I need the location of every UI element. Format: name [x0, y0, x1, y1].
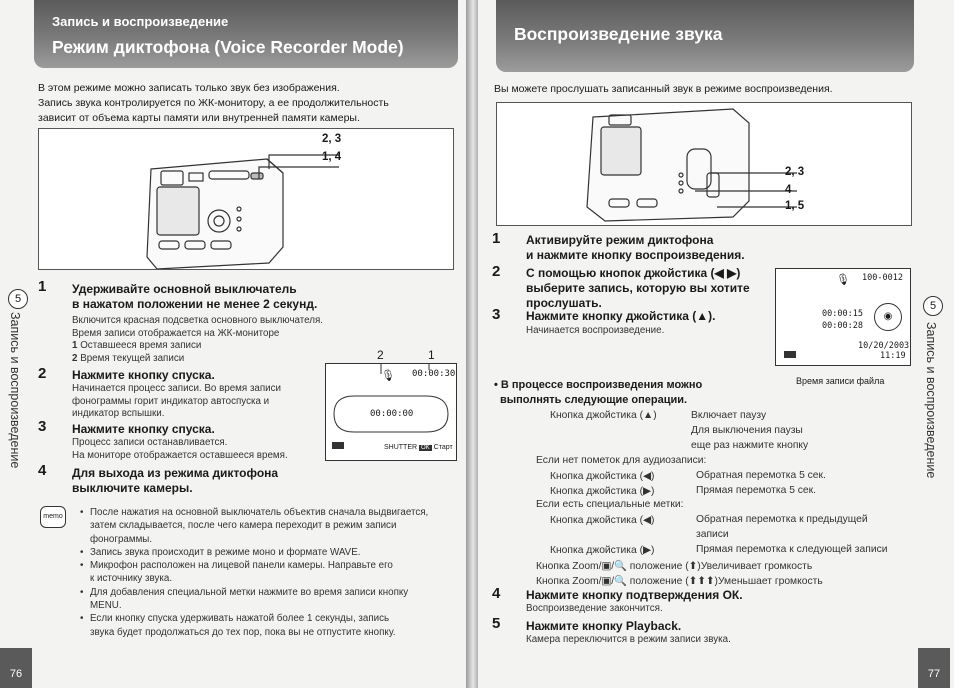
memo-text: Запись звука происходит в режиме моно и формате WAVE. — [90, 546, 361, 558]
side-tab-text: Запись и воспроизведение — [924, 322, 938, 479]
bullet-icon: • — [80, 613, 84, 625]
step-heading — [72, 282, 452, 312]
step-number: 2 — [492, 263, 501, 280]
page-title: Воспроизведение звука — [514, 24, 723, 44]
memo-notes — [80, 506, 460, 639]
step-body-line: Включится красная подсветка основного выключателя. — [72, 315, 324, 326]
step-body-line: Время записи отображается на ЖК-мониторе — [72, 327, 280, 339]
lcd-elapsed-time: 00:00:15 — [822, 309, 863, 319]
operation-control: Кнопка джойстика (▲) — [550, 410, 657, 421]
step-heading — [72, 466, 278, 496]
step-body-line: индикатор вспышки. — [72, 408, 165, 419]
operations-heading-line: выполнять следующие операции. — [500, 394, 688, 406]
lcd-remaining-time: 00:00:30 — [412, 369, 456, 379]
lcd-screen-playback — [775, 268, 911, 366]
operation-control: Кнопка Zoom/▣/🔍 положение (⬆⬆⬆)Уменьшает громкость — [536, 575, 823, 587]
page-number: 76 — [0, 648, 32, 688]
memo-line: затем складывается, после чего камера переходит в режим записи — [90, 520, 397, 532]
step-heading-line: С помощью кнопок джойстика (◀ ▶) — [526, 266, 741, 280]
step-number: 4 — [492, 585, 501, 602]
step-heading-line: Для выхода из режима диктофона — [72, 466, 279, 480]
camera-illustration — [497, 103, 911, 225]
step-number: 1 — [38, 278, 47, 295]
operations-heading — [494, 378, 702, 408]
step-number: 5 — [492, 615, 501, 632]
operation-control: Если нет пометок для аудиозаписи: — [536, 454, 707, 466]
step-heading — [72, 368, 215, 383]
operation-control: Кнопка джойстика (▶) — [550, 545, 655, 557]
section-subtitle: Запись и воспроизведение — [52, 14, 229, 29]
callout-1-5: 1, 5 — [785, 200, 805, 212]
step-heading-line: Удерживайте основной выключатель — [72, 282, 297, 296]
side-tab-text: Запись и воспроизведение — [8, 312, 22, 469]
step-heading — [526, 266, 776, 311]
legend-number: 2 — [72, 352, 78, 364]
step-body-line: фонограммы горит индикатор автоспуска и — [72, 395, 270, 407]
step-heading — [526, 619, 681, 634]
memo-text: После нажатия на основной выключатель объектив сначала выдвигается, — [90, 507, 429, 518]
operation-effect: Включает паузу — [691, 410, 767, 421]
step-body-line: На мониторе отображается оставшееся время. — [72, 449, 288, 461]
right-page — [478, 0, 954, 688]
callout-2-3: 2, 3 — [785, 166, 805, 178]
memo-text: Если кнопку спуска удерживать нажатой более 1 секунды, запись — [90, 613, 390, 625]
lcd-file-number: 100-0012 — [862, 273, 903, 283]
lcd-current-time: 00:00:00 — [370, 409, 414, 419]
intro-line: Запись звука контролируется по ЖК-монитору, а ее продолжительность — [38, 97, 389, 109]
operation-effect: Для выключения паузы — [691, 424, 803, 436]
operation-effect: записи — [696, 529, 729, 541]
lcd-total-time: 00:00:28 — [822, 321, 863, 331]
step-heading — [526, 309, 716, 324]
step-heading — [526, 233, 745, 263]
microphone-icon: 🎙 — [381, 370, 395, 382]
step-body — [72, 437, 322, 462]
step-body-line: Процесс записи останавливается. — [72, 437, 228, 448]
memo-line — [80, 612, 460, 625]
memo-line: фонограммы. — [90, 533, 153, 545]
step-heading-line: Нажмите кнопку спуска. — [72, 422, 215, 436]
step-heading-line: Нажмите кнопку подтверждения ОК. — [526, 588, 743, 602]
intro-line: зависит от объема карты памяти или внутренней памяти камеры. — [38, 112, 360, 124]
step-body — [72, 383, 322, 421]
right-intro: Вы можете прослушать записанный звук в режиме воспроизведения. — [494, 83, 833, 95]
chapter-number-badge: 5 — [923, 296, 943, 316]
step-body-line: Воспроизведение закончится. — [526, 603, 663, 614]
operation-effect: Прямая перемотка к следующей записи — [696, 544, 888, 556]
memo-line — [80, 586, 460, 599]
lcd-label-1: 1 — [428, 348, 435, 362]
memo-line: к источнику звука. — [90, 573, 173, 585]
memo-line — [80, 559, 460, 572]
step-body-line: Начинается процесс записи. Во время записи — [72, 383, 282, 394]
left-page — [0, 0, 468, 688]
lcd-screen-record — [325, 363, 457, 461]
intro-line: В этом режиме можно записать только звук без изображения. — [38, 82, 340, 94]
operation-control: Кнопка джойстика (◀) — [550, 515, 655, 527]
operation-effect: Обратная перемотка 5 сек. — [696, 469, 826, 481]
step-number: 3 — [38, 418, 47, 435]
step-body — [526, 634, 731, 647]
memo-icon-label: memo — [43, 513, 63, 520]
operation-control: Если есть специальные метки: — [536, 499, 684, 511]
step-heading-line: Активируйте режим диктофона — [526, 233, 714, 247]
step-heading-line: в нажатом положении не менее 2 секунд. — [72, 297, 318, 311]
legend-number: 1 — [72, 340, 78, 351]
memo-line — [80, 506, 460, 519]
step-body-line: Начинается воспроизведение. — [526, 325, 665, 336]
camera-figure — [38, 128, 454, 270]
ok-icon: OK — [421, 445, 430, 451]
memo-text: Для добавления специальной метки нажмите во время записи кнопку — [90, 586, 409, 598]
shutter-label: SHUTTER — [384, 444, 418, 451]
step-heading-line: и нажмите кнопку воспроизведения. — [526, 248, 745, 262]
chapter-number-badge: 5 — [8, 289, 28, 309]
bullet-icon: • — [80, 560, 84, 572]
legend-text: Оставшееся время записи — [80, 340, 202, 351]
lcd-label-2: 2 — [377, 348, 384, 362]
callout-4: 4 — [785, 184, 792, 196]
operation-control: Кнопка джойстика (◀) — [550, 470, 655, 482]
step-number: 4 — [38, 462, 47, 479]
left-intro — [38, 81, 458, 126]
lcd-shutter-hint — [384, 444, 453, 451]
microphone-icon: 🎙 — [836, 274, 850, 286]
operation-control: Кнопка джойстика (▶) — [550, 485, 655, 497]
page-title: Режим диктофона (Voice Recorder Mode) — [52, 37, 404, 57]
step-body-line: Камера переключится в режим записи звука. — [526, 634, 731, 645]
lcd-time: 11:19 — [880, 351, 906, 361]
step-heading-line: выберите запись, которую вы хотите — [526, 281, 750, 295]
memo-line: звука будет продолжаться до тех пор, пока вы не отпустите кнопку. — [90, 626, 396, 638]
start-label: Старт — [433, 444, 453, 451]
legend-text: Время текущей записи — [80, 352, 185, 364]
operation-effect: Прямая перемотка 5 сек. — [696, 484, 817, 496]
step-heading-line: Нажмите кнопку Playback. — [526, 619, 682, 633]
step-body — [72, 315, 372, 365]
memo-line: MENU. — [90, 600, 122, 612]
memo-text: Микрофон расположен на лицевой панели камеры. Направьте его — [90, 560, 393, 572]
bullet-icon: • — [80, 507, 84, 518]
step-heading-line: выключите камеры. — [72, 481, 193, 495]
operation-effect: еще раз нажмите кнопку — [691, 439, 809, 451]
memo-icon — [40, 506, 66, 528]
operations-heading-line: • В процессе воспроизведения можно — [494, 379, 703, 391]
step-number: 2 — [38, 365, 47, 382]
step-heading-line: Нажмите кнопку спуска. — [72, 368, 215, 382]
joystick-icon: ◉ — [874, 303, 902, 331]
memo-line — [80, 546, 460, 559]
step-number: 3 — [492, 306, 501, 323]
lcd-date: 10/20/2003 — [858, 341, 910, 351]
step-heading — [72, 422, 215, 437]
page-number: 77 — [918, 648, 950, 688]
step-body — [526, 603, 663, 616]
bullet-icon: • — [80, 586, 84, 598]
left-title-banner — [34, 0, 458, 68]
right-title-banner — [496, 0, 914, 72]
callout-2-3: 2, 3 — [322, 133, 342, 145]
step-heading-line: Нажмите кнопку джойстика (▲). — [526, 309, 716, 323]
operation-effect: Обратная перемотка к предыдущей — [696, 514, 868, 526]
legend-item — [72, 340, 372, 353]
lcd-caption: Время записи файла — [796, 376, 885, 386]
step-heading — [526, 588, 743, 603]
step-number: 1 — [492, 230, 501, 247]
camera-figure — [496, 102, 912, 226]
step-body — [526, 325, 664, 338]
camera-illustration — [39, 129, 453, 269]
callout-1-4: 1, 4 — [322, 151, 342, 163]
bullet-icon: • — [80, 546, 84, 558]
operation-control: Кнопка Zoom/▣/🔍 положение (⬆)Увеличивает громкость — [536, 561, 813, 572]
battery-icon — [784, 351, 796, 358]
step-heading-line: прослушать. — [526, 296, 602, 310]
